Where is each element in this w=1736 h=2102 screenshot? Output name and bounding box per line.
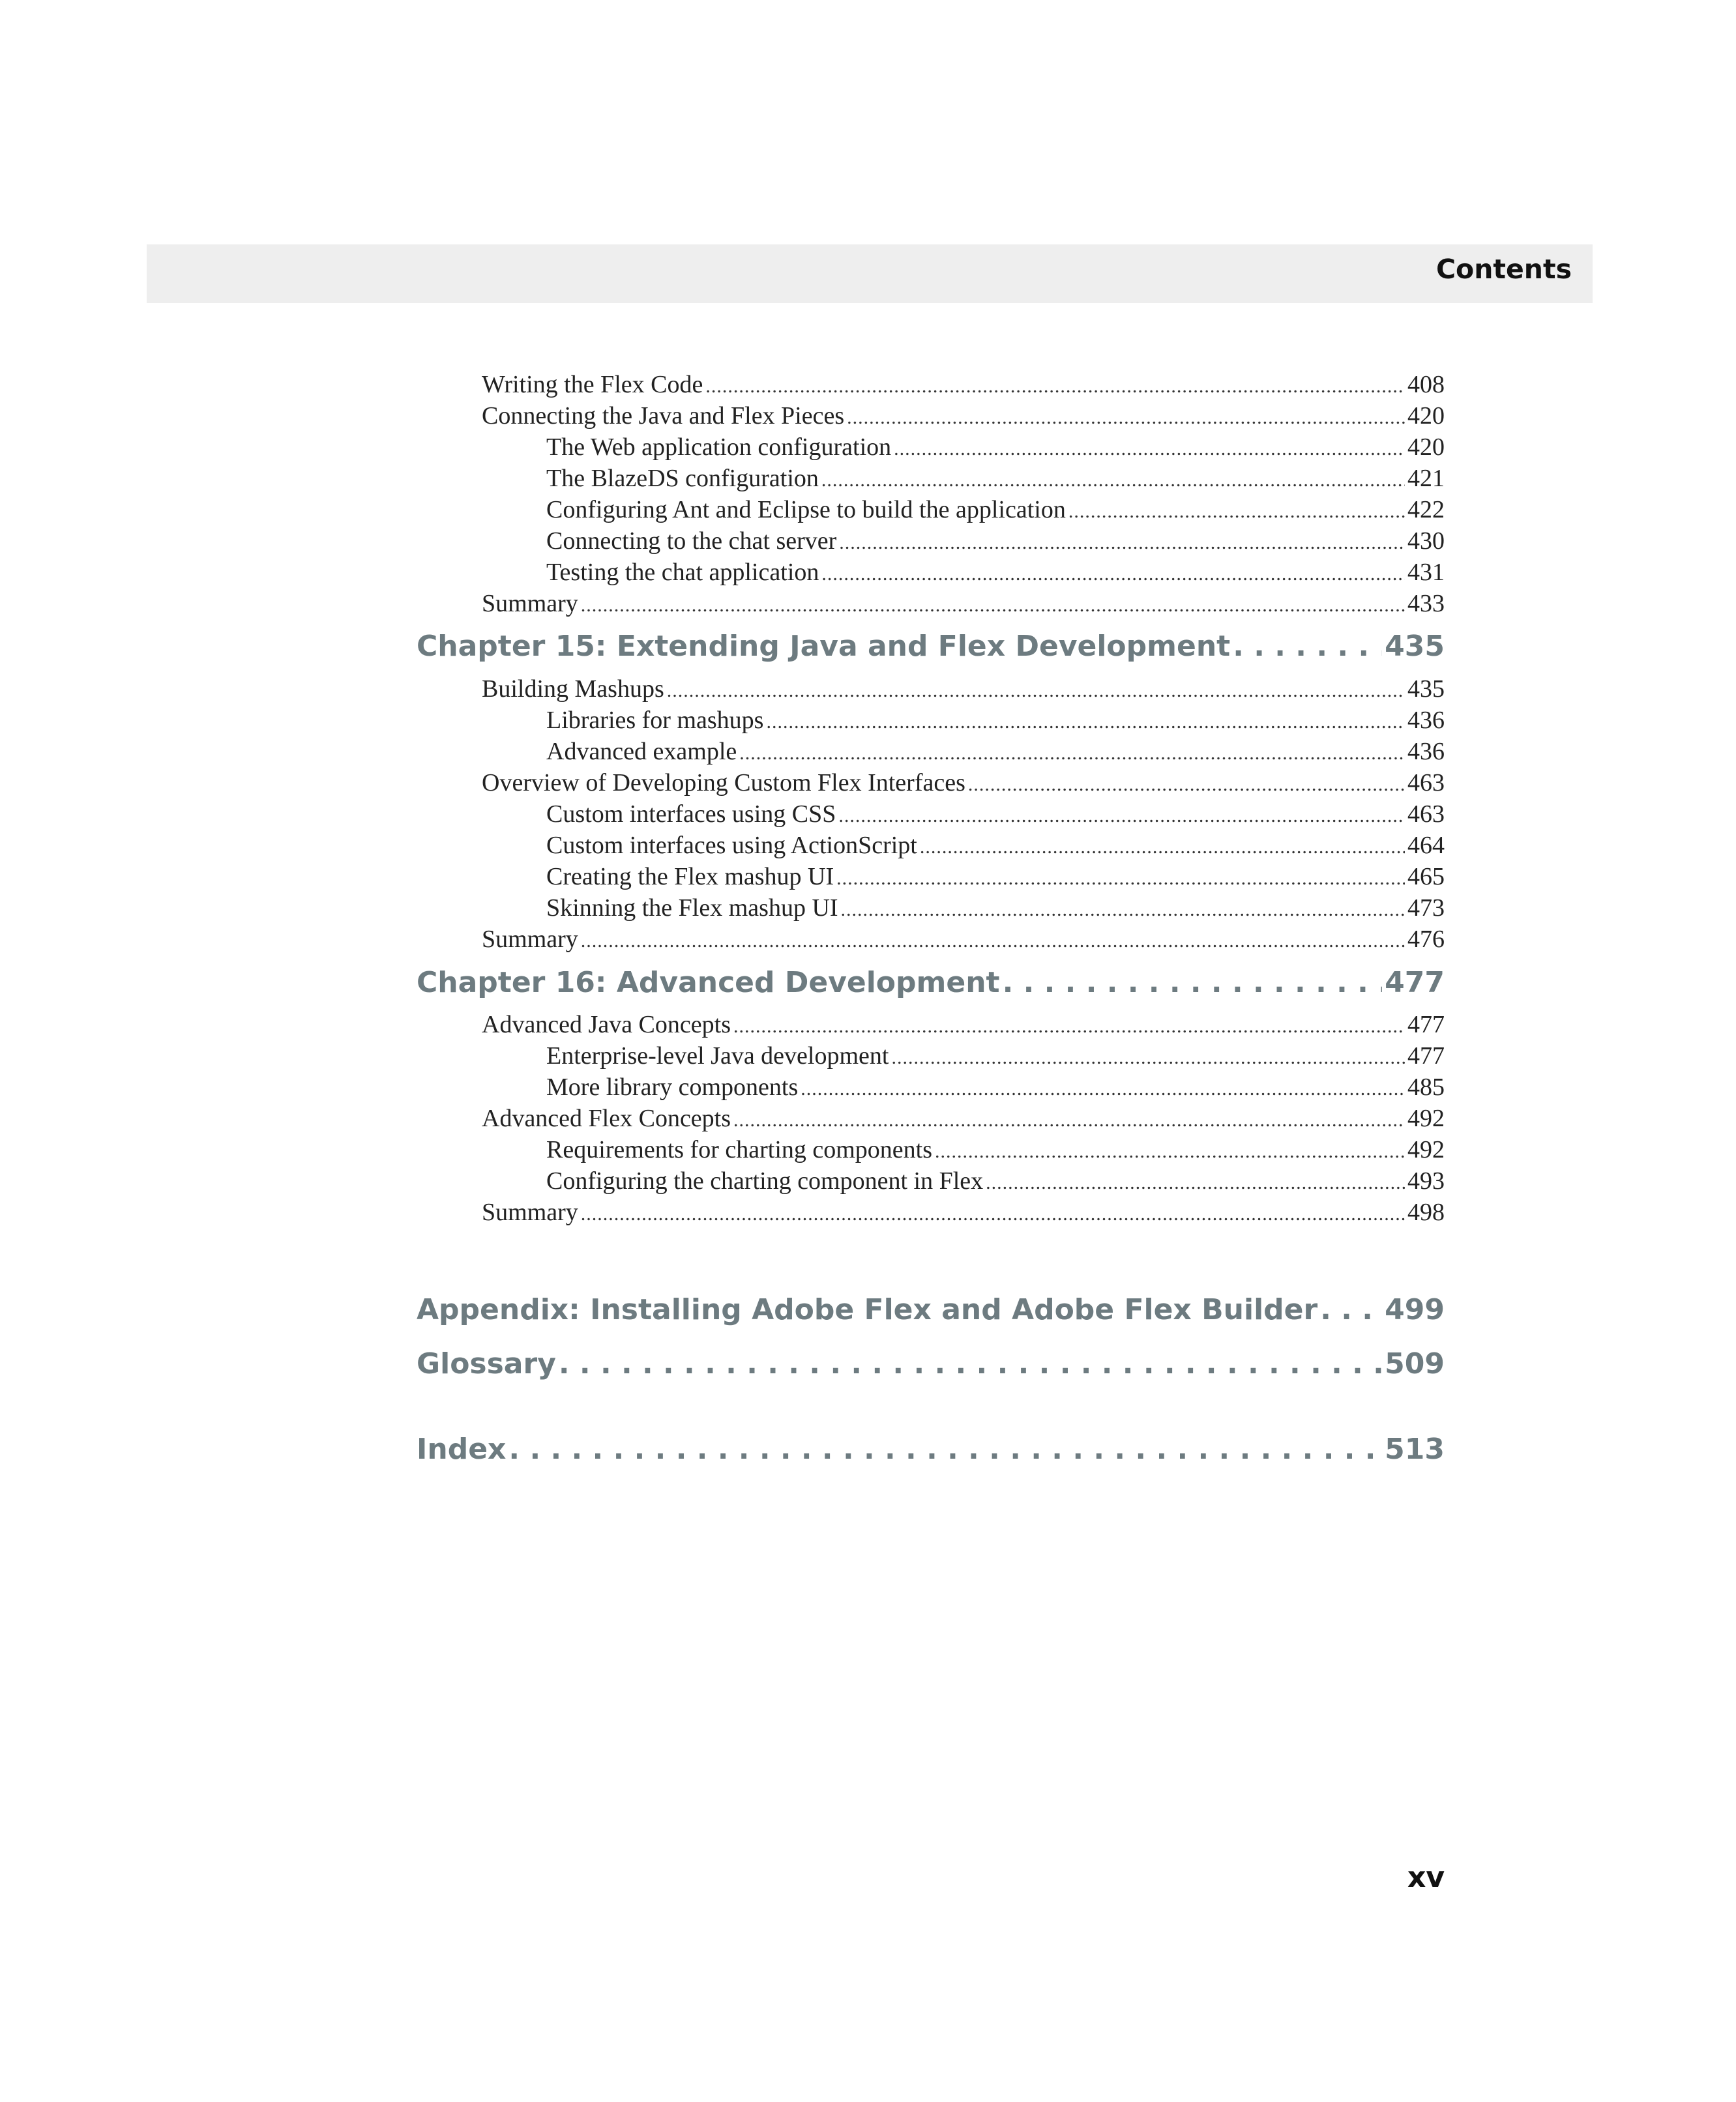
toc-entry[interactable] — [546, 1042, 1445, 1070]
dot-leader — [581, 930, 1405, 952]
dot-leader — [1003, 966, 1383, 999]
dot-leader — [581, 1203, 1405, 1225]
toc-entry-title: Enterprise-level Java development — [546, 1042, 889, 1070]
toc-entry-title: Creating the Flex mashup UI — [546, 863, 834, 890]
dot-leader — [733, 1015, 1405, 1038]
toc-entry[interactable] — [482, 370, 1445, 399]
toc-entry-title: Custom interfaces using ActionScript — [546, 832, 917, 859]
dot-leader — [766, 711, 1405, 733]
toc-entry-page: 493 — [1407, 1167, 1445, 1195]
toc-entry-title: Writing the Flex Code — [482, 371, 703, 398]
toc-entry-page: 436 — [1407, 738, 1445, 765]
toc-chapter-page: 513 — [1385, 1433, 1445, 1466]
toc-entry-title: Overview of Developing Custom Flex Interfaces — [482, 769, 965, 796]
toc-entry-title: Building Mashups — [482, 675, 664, 703]
toc-entry[interactable] — [482, 401, 1445, 430]
toc-chapter-entry[interactable] — [417, 1293, 1445, 1326]
toc-chapter-page: 477 — [1385, 966, 1445, 999]
toc-entry-title: Summary — [482, 590, 578, 617]
dot-leader — [581, 594, 1405, 617]
toc-entry-title: Advanced Java Concepts — [482, 1011, 731, 1038]
toc-entry[interactable] — [482, 768, 1445, 797]
toc-entry-title: Advanced Flex Concepts — [482, 1105, 731, 1132]
dot-leader — [836, 868, 1405, 890]
toc-chapter-title: Index — [417, 1433, 507, 1466]
toc-entry-title: Summary — [482, 1199, 578, 1226]
dot-leader — [508, 1433, 1382, 1466]
toc-entry[interactable] — [546, 894, 1445, 922]
toc-entry-title: Connecting to the chat server — [546, 527, 837, 555]
toc-entry-page: 433 — [1407, 590, 1445, 617]
toc-entry-page: 422 — [1407, 496, 1445, 523]
toc-entry-page: 492 — [1407, 1136, 1445, 1163]
toc-entry-title: Testing the chat application — [546, 559, 819, 586]
toc-entry-page: 436 — [1407, 707, 1445, 734]
toc-entry-page: 476 — [1407, 926, 1445, 953]
toc-entry-page: 463 — [1407, 800, 1445, 828]
toc-entry[interactable] — [546, 1135, 1445, 1164]
dot-leader — [1068, 501, 1405, 523]
toc-entry-title: Skinning the Flex mashup UI — [546, 894, 838, 922]
toc-chapter-entry[interactable] — [417, 1347, 1445, 1380]
toc-entry-page: 420 — [1407, 433, 1445, 461]
dot-leader — [968, 774, 1405, 796]
toc-entry-page: 492 — [1407, 1105, 1445, 1132]
toc-entry-page: 463 — [1407, 769, 1445, 796]
toc-chapter-title: Glossary — [417, 1347, 556, 1380]
toc-entry-title: Summary — [482, 926, 578, 953]
toc-entry[interactable] — [546, 1073, 1445, 1102]
dot-leader — [559, 1347, 1382, 1380]
toc-entry-page: 465 — [1407, 863, 1445, 890]
dot-leader — [847, 407, 1405, 429]
toc-entry-page: 435 — [1407, 675, 1445, 703]
dot-leader — [1320, 1293, 1382, 1326]
toc-entry[interactable] — [546, 527, 1445, 555]
toc-entry-title: Connecting the Java and Flex Pieces — [482, 402, 845, 430]
dot-leader — [705, 375, 1405, 398]
toc-entry-title: The Web application configuration — [546, 433, 892, 461]
toc-entry[interactable] — [482, 925, 1445, 954]
toc-entry-title: Libraries for mashups — [546, 707, 764, 734]
dot-leader — [1233, 630, 1382, 663]
toc-entry[interactable] — [546, 558, 1445, 587]
toc-entry[interactable] — [482, 1198, 1445, 1227]
running-header-title: Contents — [1435, 254, 1572, 285]
dot-leader — [841, 899, 1405, 921]
toc-entry-page: 477 — [1407, 1011, 1445, 1038]
toc-entry-title: Custom interfaces using CSS — [546, 800, 836, 828]
toc-entry-page: 420 — [1407, 402, 1445, 430]
toc-entry[interactable] — [482, 1010, 1445, 1039]
toc-entry[interactable] — [546, 706, 1445, 735]
toc-entry-page: 498 — [1407, 1199, 1445, 1226]
toc-entry-page: 473 — [1407, 894, 1445, 922]
dot-leader — [733, 1109, 1405, 1131]
toc-chapter-title: Chapter 16: Advanced Development — [417, 966, 1000, 999]
dot-leader — [821, 469, 1405, 491]
toc-entry[interactable] — [546, 433, 1445, 461]
toc-entry-page: 408 — [1407, 371, 1445, 398]
toc-entry[interactable] — [546, 800, 1445, 828]
toc-entry-title: Configuring the charting component in Flex — [546, 1167, 984, 1195]
dot-leader — [920, 836, 1405, 858]
toc-entry[interactable] — [482, 675, 1445, 703]
toc-chapter-page: 509 — [1385, 1347, 1445, 1380]
toc-entry-title: Requirements for charting components — [546, 1136, 933, 1163]
toc-entry-title: The BlazeDS configuration — [546, 465, 819, 492]
dot-leader — [891, 1047, 1405, 1069]
dot-leader — [838, 805, 1405, 827]
toc-entry-title: More library components — [546, 1073, 799, 1101]
dot-leader — [801, 1078, 1405, 1100]
toc-chapter-entry[interactable] — [417, 966, 1445, 999]
toc-entry-title: Configuring Ant and Eclipse to build the application — [546, 496, 1066, 523]
toc-chapter-entry[interactable] — [417, 1433, 1445, 1466]
page-number: xv — [1407, 1861, 1445, 1894]
toc-chapter-title: Chapter 15: Extending Java and Flex Development — [417, 630, 1231, 663]
toc-chapter-page: 435 — [1385, 630, 1445, 663]
toc-entry-title: Advanced example — [546, 738, 737, 765]
toc-entry-page: 421 — [1407, 465, 1445, 492]
toc-entry-page: 430 — [1407, 527, 1445, 555]
dot-leader — [839, 532, 1405, 554]
toc-entry[interactable] — [546, 862, 1445, 891]
toc-chapter-entry[interactable] — [417, 630, 1445, 663]
toc-entry[interactable] — [482, 589, 1445, 618]
dot-leader — [821, 563, 1405, 585]
dot-leader — [935, 1141, 1405, 1163]
toc-entry-page: 464 — [1407, 832, 1445, 859]
dot-leader — [739, 742, 1405, 765]
toc-chapter-page: 499 — [1385, 1293, 1445, 1326]
header-band — [147, 244, 1593, 303]
toc-entry-page: 431 — [1407, 559, 1445, 586]
toc-entry[interactable] — [546, 1167, 1445, 1195]
toc-entry-page: 477 — [1407, 1042, 1445, 1070]
toc-entry[interactable] — [482, 1104, 1445, 1133]
dot-leader — [894, 438, 1405, 460]
toc-entry[interactable] — [546, 464, 1445, 493]
toc-chapter-title: Appendix: Installing Adobe Flex and Adobe Flex Builder — [417, 1293, 1318, 1326]
toc-entry-page: 485 — [1407, 1073, 1445, 1101]
toc-entry[interactable] — [546, 831, 1445, 860]
dot-leader — [667, 680, 1405, 702]
toc-entry[interactable] — [546, 495, 1445, 524]
toc-entry[interactable] — [546, 737, 1445, 766]
dot-leader — [986, 1172, 1405, 1194]
